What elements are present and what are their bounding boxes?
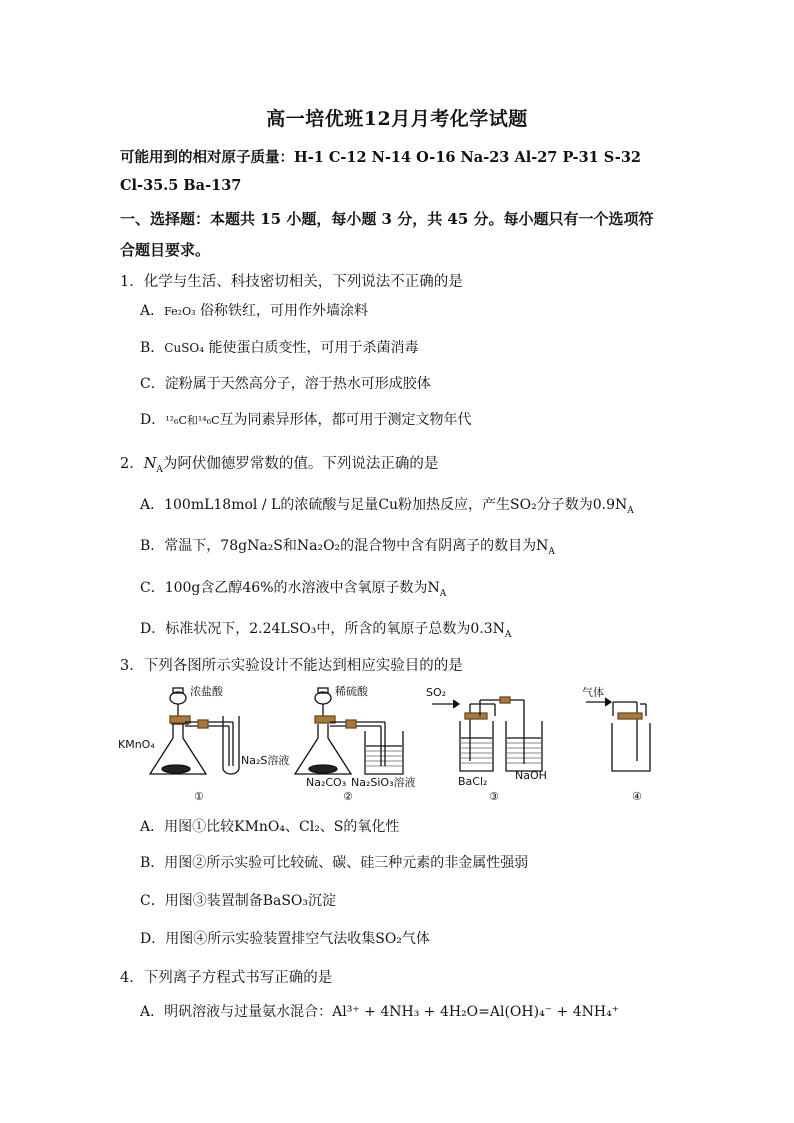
figure-number-1: ① [194, 790, 204, 803]
apparatus-figure [110, 676, 680, 811]
figure-number-3: ③ [489, 790, 499, 803]
question-2-option-a: A．100mL18mol / L的浓硫酸与足量Cu粉加热反应，产生SO₂分子数为$0.9N_A$ [140, 497, 634, 516]
label-gas: 气体 [582, 686, 604, 699]
apparatus-2 [295, 688, 403, 774]
question-2-option-d: D．标准状况下，2.24LSO₃中，所含的氧原子总数为$0.3N_A$ [140, 621, 512, 640]
label-dilute-h2so4: 稀硫酸 [335, 685, 368, 698]
atomic-mass-line [120, 146, 641, 167]
question-1-option-c: C．淀粉属于天然高分子，溶于热水可形成胶体 [140, 376, 431, 392]
question-3-option-d: D．用图④所示实验装置排空气法收集SO₂气体 [140, 931, 430, 947]
label-conc-hcl: 浓盐酸 [190, 685, 223, 698]
atomic-mass-label: 可能用到的相对原子质量： [120, 149, 294, 166]
page-title: 高一培优班12月月考化学试题 [266, 108, 528, 130]
apparatus-1 [150, 688, 239, 774]
question-2-option-c: C．100g含乙醇46%的水溶液中含氧原子数为$N_A$ [140, 580, 447, 599]
label-kmno4: KMnO₄ [118, 738, 155, 751]
figure-number-2: ② [343, 790, 353, 803]
label-naoh: NaOH [515, 769, 547, 782]
figure-number-4: ④ [632, 790, 642, 803]
label-so2: SO₂ [426, 686, 447, 699]
question-1-option-d: D．¹²₆C和¹⁴₆C互为同素异形体，都可用于测定文物年代 [140, 412, 472, 428]
section-heading-2: 合题目要求。 [120, 241, 211, 259]
question-3-option-c: C．用图③装置制备BaSO₃沉淀 [140, 893, 337, 909]
question-1-stem: 1．化学与生活、科技密切相关，下列说法不正确的是 [120, 274, 463, 290]
apparatus-4 [586, 698, 650, 771]
question-3-stem: 3．下列各图所示实验设计不能达到相应实验目的的是 [120, 658, 463, 674]
atomic-mass-values: H-1 C-12 N-14 O-16 Na-23 Al-27 P-31 S-32 [294, 149, 641, 166]
question-1-option-b: B．CuSO₄ 能使蛋白质变性，可用于杀菌消毒 [140, 340, 419, 356]
question-4-stem: 4．下列离子方程式书写正确的是 [120, 970, 333, 986]
question-3-option-b: B．用图②所示实验可比较硫、碳、硅三种元素的非金属性强弱 [140, 855, 529, 871]
question-1-option-a: A．Fe₂O₃ 俗称铁红，可用作外墙涂料 [140, 303, 368, 319]
label-na2s: Na₂S溶液 [241, 754, 290, 767]
section-heading: 一、选择题：本题共 15 小题，每小题 3 分，共 45 分。每小题只有一个选项符 [120, 210, 654, 228]
label-na2sio3: Na₂SiO₃溶液 [351, 776, 416, 789]
question-3-option-a: A．用图①比较KMnO₄、Cl₂、S的氧化性 [140, 819, 400, 835]
label-na2co3: Na₂CO₃ [306, 776, 347, 789]
atomic-mass-line-2: Cl-35.5 Ba-137 [120, 177, 242, 194]
question-4-option-a: A．明矾溶液与过量氨水混合：Al³⁺ + 4NH₃ + 4H₂O=Al(OH)₄⁻ + 4NH₄⁺ [140, 1004, 620, 1020]
apparatus-3 [432, 697, 542, 771]
question-2-stem: 2．$N_A$为阿伏伽德罗常数的值。下列说法正确的是 [120, 456, 439, 475]
label-bacl2: BaCl₂ [458, 775, 488, 788]
question-2-option-b: B．常温下，78gNa₂S和Na₂O₂的混合物中含有阴离子的数目为$N_A$ [140, 538, 555, 557]
